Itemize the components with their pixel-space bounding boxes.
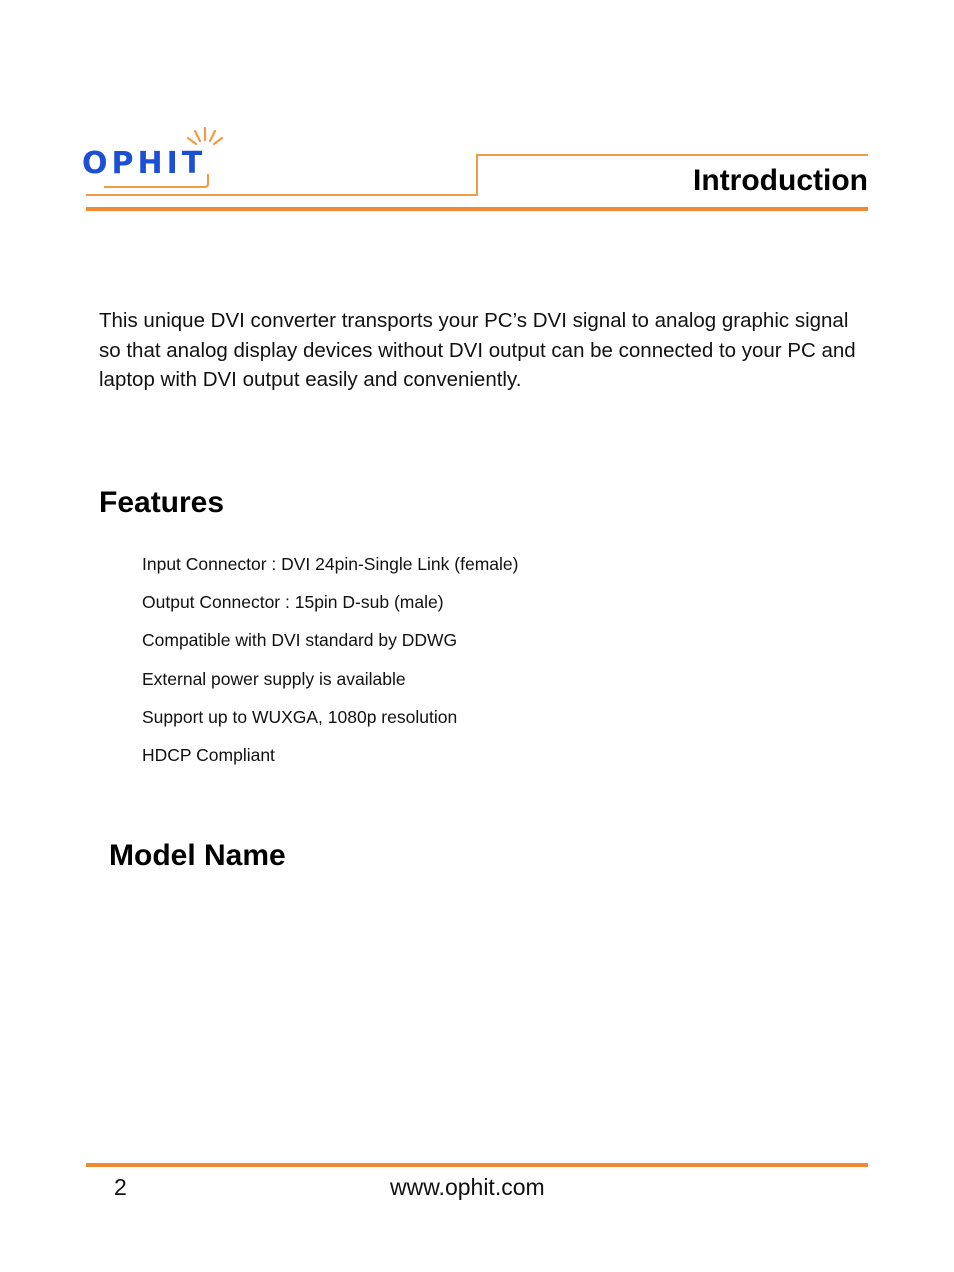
section-title: Introduction [693, 164, 868, 197]
header-rule-top [476, 154, 868, 156]
feature-item: Compatible with DVI standard by DDWG [142, 630, 458, 651]
feature-item: Output Connector : 15pin D-sub (male) [142, 592, 444, 613]
ophit-logo [82, 124, 252, 190]
feature-item: HDCP Compliant [142, 744, 275, 765]
header-rule-vertical [476, 155, 478, 196]
feature-item: External power supply is available [142, 668, 406, 689]
features-heading: Features [99, 486, 225, 519]
feature-item: Support up to WUXGA, 1080p resolution [142, 706, 458, 727]
header-rule-left [86, 194, 476, 196]
feature-item: Input Connector : DVI 24pin-Single Link (female) [142, 554, 519, 574]
intro-paragraph: This unique DVI converter transports your PC’s DVI signal to analog graphic signal so that analog display devices without DVI output can be connected to your PC and laptop with DVI output easily and conveniently. [99, 309, 856, 391]
model-name-heading: Model Name [109, 839, 286, 872]
features-list [142, 550, 518, 779]
footer-rule [86, 1163, 868, 1167]
logo-wordmark: OPHIT [82, 146, 207, 181]
header-rule-bottom [86, 207, 868, 211]
footer-url-link[interactable]: www.ophit.com [390, 1174, 545, 1200]
page-number: 2 [114, 1174, 127, 1200]
